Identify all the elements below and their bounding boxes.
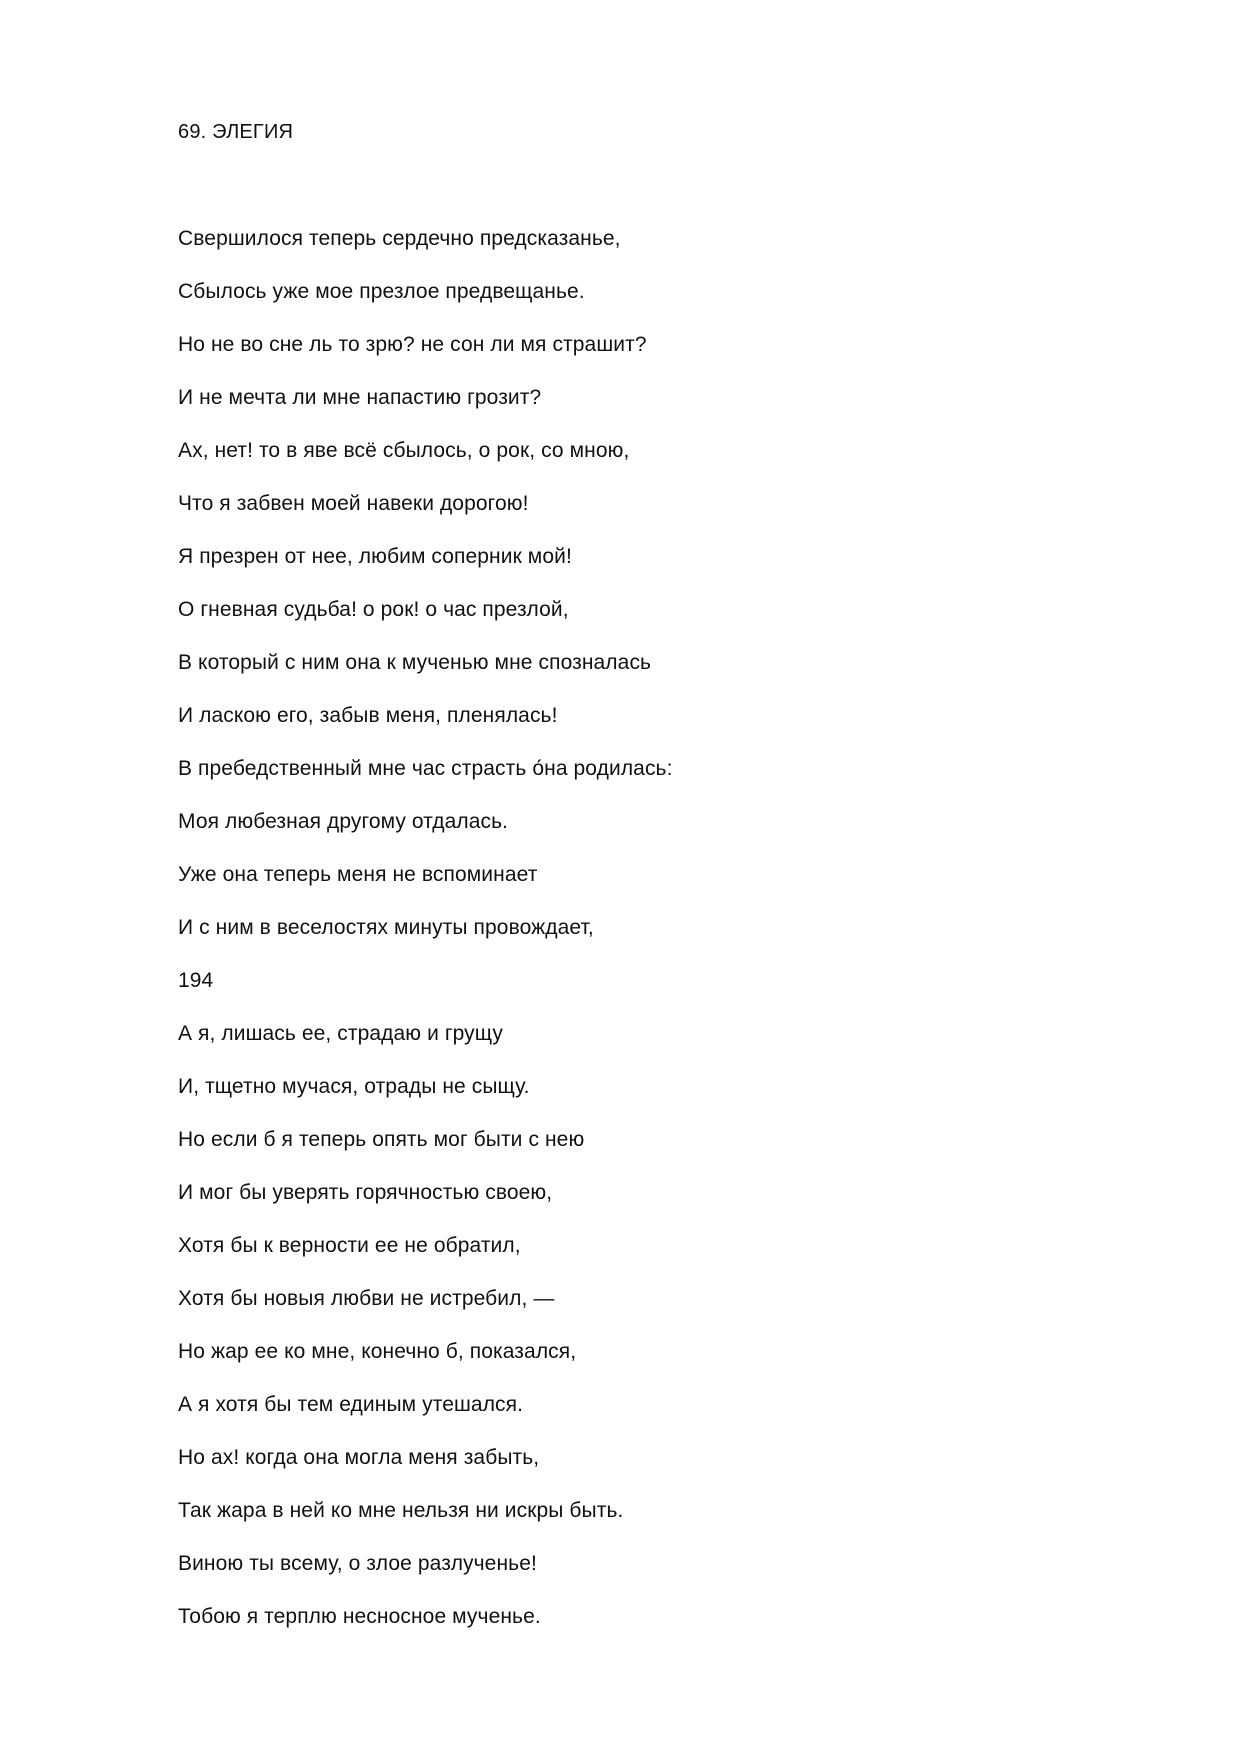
poem-line: Моя любезная другому отдалась.: [178, 810, 509, 833]
poem-line: Уже она теперь меня не вспоминает: [178, 863, 538, 886]
poem-line: И мог бы уверять горячностью своею,: [178, 1181, 553, 1204]
poem-line: Виною ты всему, о злое разлученье!: [178, 1552, 537, 1575]
poem-line: И, тщетно мучася, отрады не сыщу.: [178, 1075, 530, 1098]
poem-body: [178, 225, 673, 1656]
poem-line: Ах, нет! то в яве всё сбылось, о рок, со мною,: [178, 439, 630, 462]
poem-line: А я хотя бы тем единым утешался.: [178, 1393, 524, 1416]
poem-line: И не мечта ли мне напастию грозит?: [178, 386, 542, 409]
poem-line: Свершилося теперь сердечно предсказанье,: [178, 227, 621, 250]
poem-line: 194: [178, 969, 214, 992]
poem-line: Хотя бы к верности ее не обратил,: [178, 1234, 521, 1257]
poem-line: И ласкою его, забыв меня, пленялась!: [178, 704, 558, 727]
poem-line: Но ах! когда она могла меня забыть,: [178, 1446, 540, 1469]
poem-line: Я презрен от нее, любим соперник мой!: [178, 545, 572, 568]
poem-line: О гневная судьба! о рок! о час презлой,: [178, 598, 569, 621]
poem-line: В пребедственный мне час страсть о́на родилась:: [178, 757, 673, 780]
poem-line: А я, лишась ее, страдаю и грущу: [178, 1022, 503, 1045]
poem-line: Так жара в ней ко мне нельзя ни искры быть.: [178, 1499, 624, 1522]
poem-line: Но жар ее ко мне, конечно б, показался,: [178, 1340, 577, 1363]
poem-line: Хотя бы новыя любви не истребил, —: [178, 1287, 555, 1310]
poem-line: И с ним в веселостях минуты провождает,: [178, 916, 594, 939]
poem-line: Но не во сне ль то зрю? не сон ли мя страшит?: [178, 333, 647, 356]
poem-line: Тобою я терплю несносное мученье.: [178, 1605, 541, 1628]
poem-line: Сбылось уже мое презлое предвещанье.: [178, 280, 585, 303]
poem-line: Но если б я теперь опять мог быти с нею: [178, 1128, 585, 1151]
poem-title: 69. ЭЛЕГИЯ: [178, 121, 294, 143]
poem-line: В который с ним она к мученью мне спозналась: [178, 651, 652, 674]
poem-line: Что я забвен моей навеки дорогою!: [178, 492, 529, 515]
